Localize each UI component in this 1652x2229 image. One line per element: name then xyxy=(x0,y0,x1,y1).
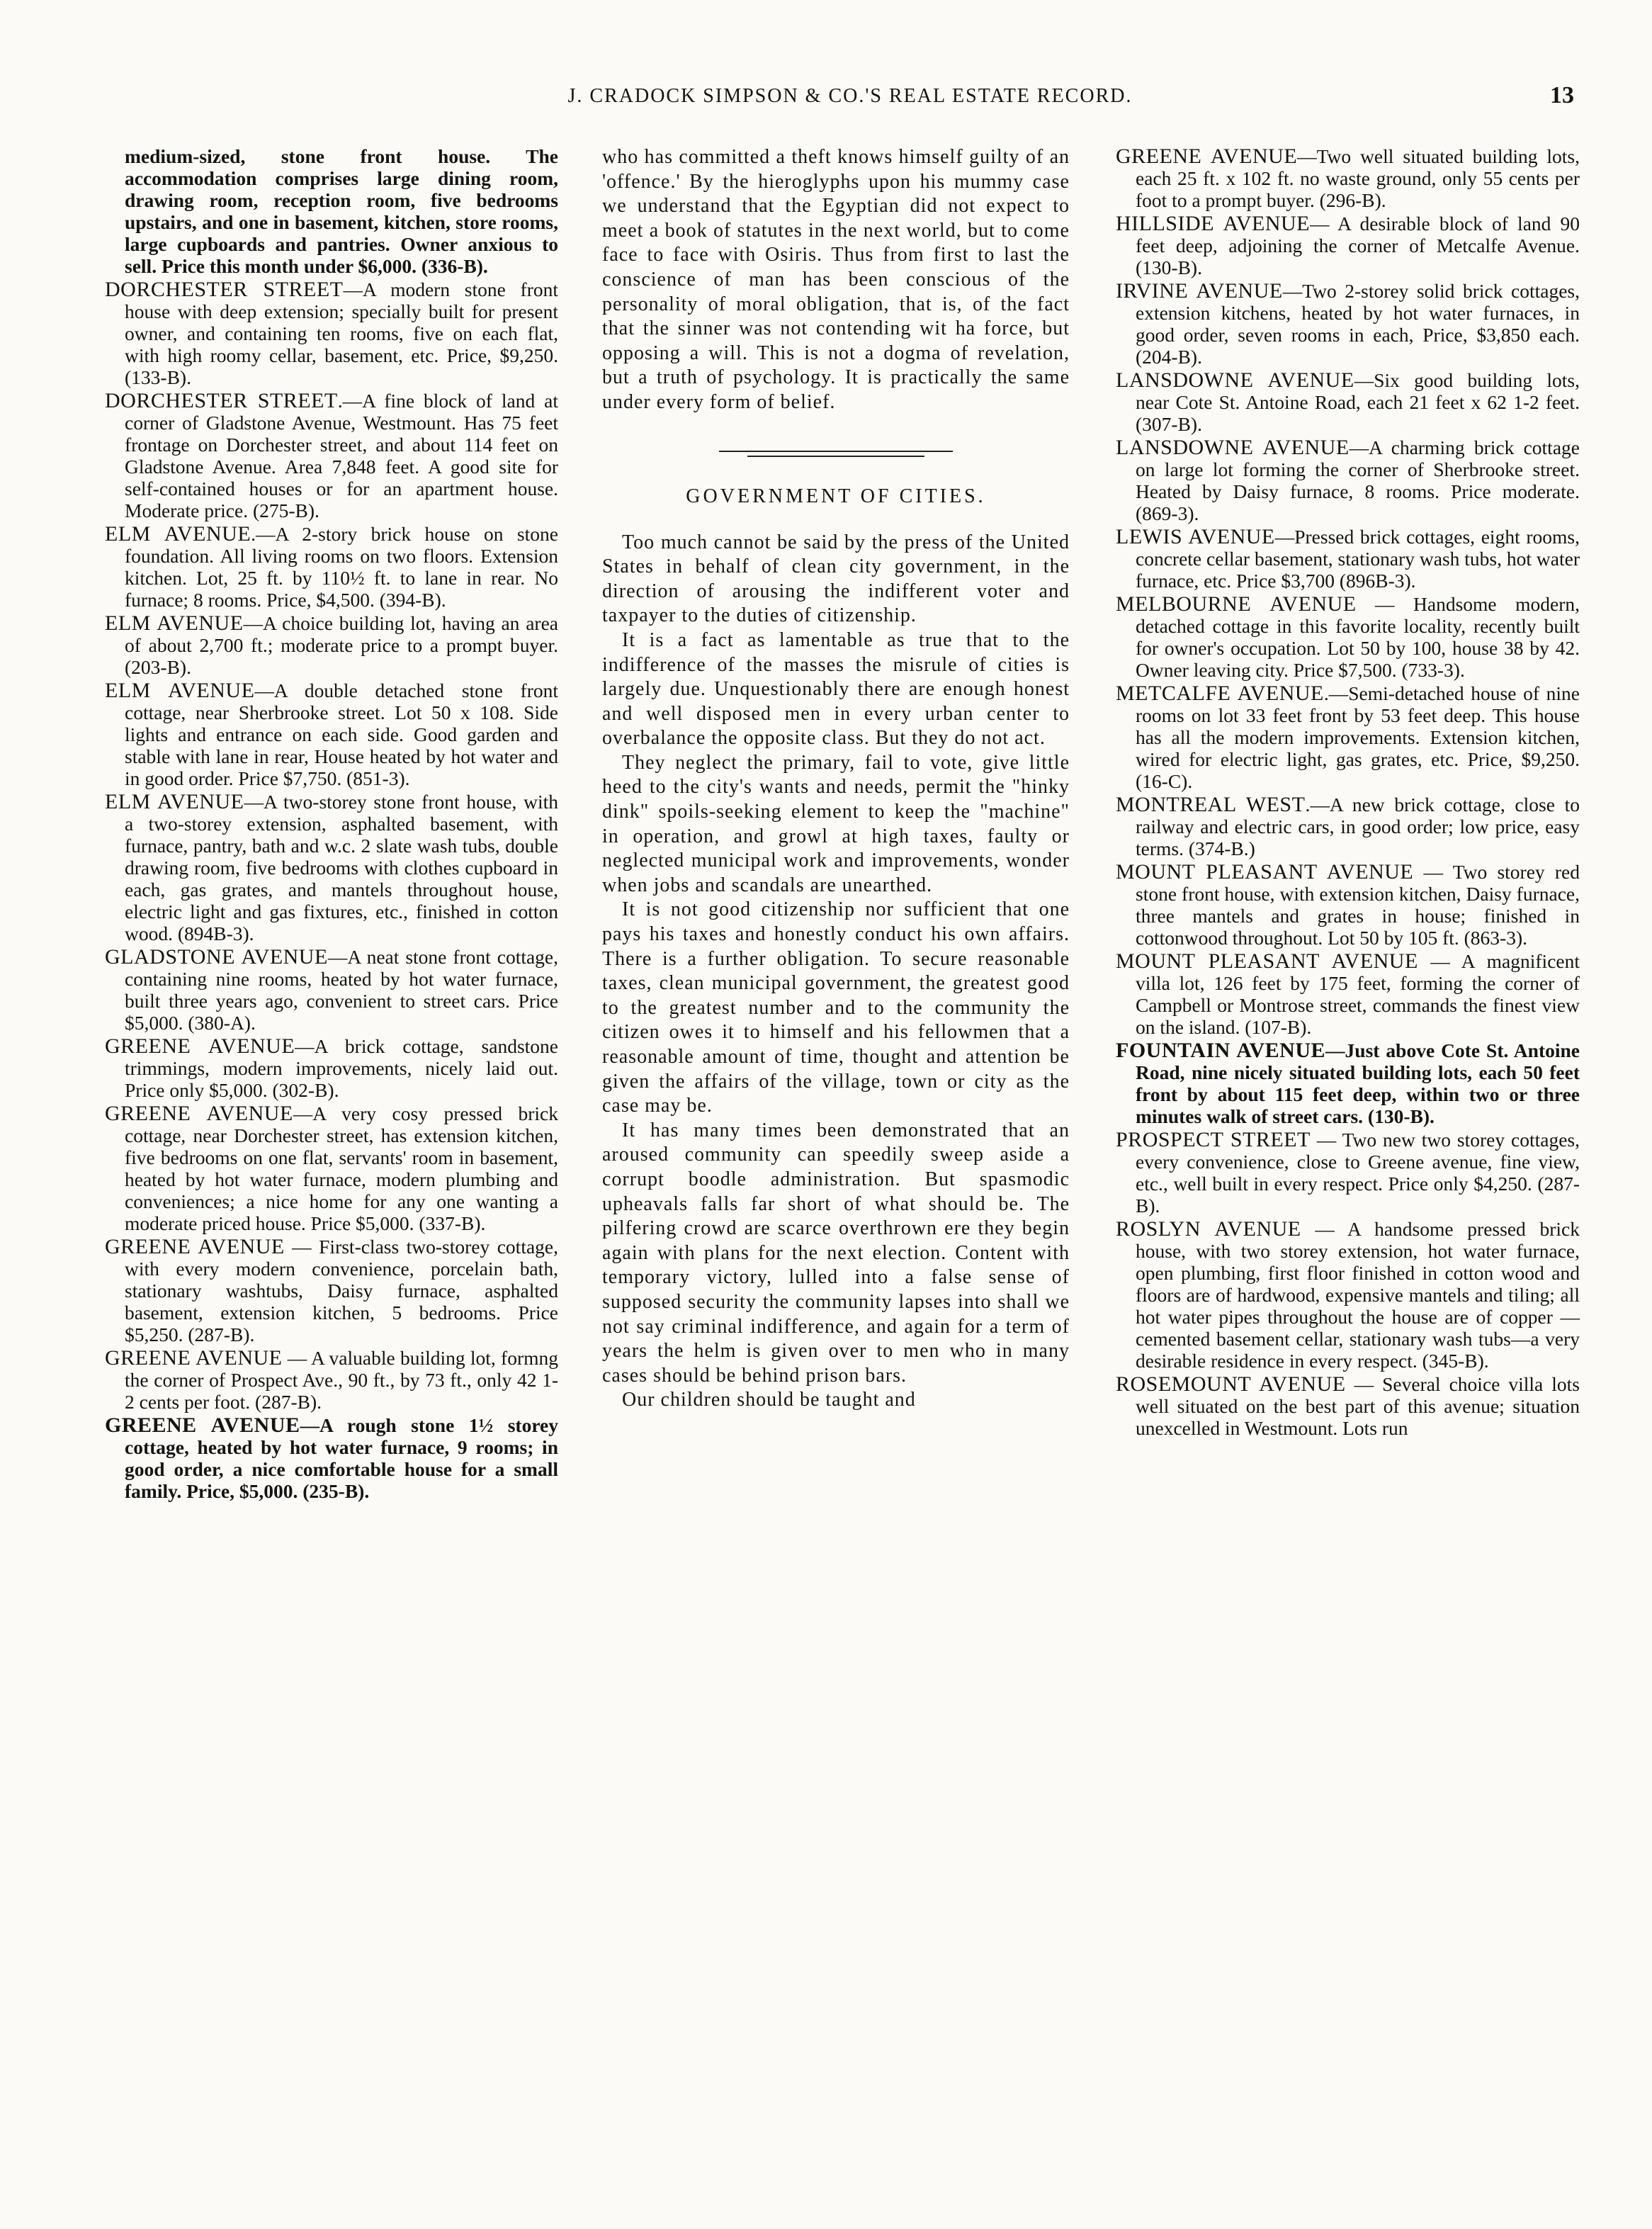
listing-entry: GREENE AVENUE—A brick cottage, sandstone trimmings, modern improvements, nicely laid out. Price only $5,000. (302-B). xyxy=(105,1034,558,1101)
essay-title: GOVERNMENT OF CITIES. xyxy=(686,485,986,507)
center-column-essay xyxy=(602,145,1070,1413)
essay-paragraph: Our children should be taught and xyxy=(622,1389,916,1411)
listing-entry: MOUNT PLEASANT AVENUE — A magnificent villa lot, 126 feet by 175 feet, forming the corner of Campbell or Montrose street, commands the finest view on the island. (107-B). xyxy=(1116,949,1580,1038)
listing-entry: METCALFE AVENUE.—Semi-detached house of nine rooms on lot 33 feet front by 53 feet deep. This house has all the modern improvements. Extension kitchen, wired for electric light, gas grates, etc. Price, $9,250. (16-C). xyxy=(1116,682,1580,792)
listing-entry: GREENE AVENUE—A very cosy pressed brick cottage, near Dorchester street, has extension kitchen, five bedrooms on one flat, servants' room in basement, heated by hot water furnace, modern plumbing and conveniences; a nice home for any one wanting a moderate priced house. Price $5,000. (337-B). xyxy=(105,1102,558,1234)
listing-entry: ELM AVENUE.—A 2-story brick house on stone foundation. All living rooms on two floors. Extension kitchen. Lot, 25 ft. by 110½ ft. to lane in rear. No furnace; 8 rooms. Price, $4,500. (394-B). xyxy=(105,522,558,611)
listing-entry: DORCHESTER STREET.—A fine block of land at corner of Gladstone Avenue, Westmount. Has 75 feet frontage on Dorchester street, and about 114 feet on Gladstone Avenue. Area 7,848 feet. A good site for self-contained houses or for an apartment house. Moderate price. (275-B). xyxy=(105,389,558,521)
essay-paragraph: It is not good citizenship nor sufficient that one pays his taxes and honestly conduct his own affairs. There is a further obligation. To secure reasonable taxes, clean municipal government, the greatest good to the greatest number and to the community the citizen owes it to himself and his fellowmen that a reasonable amount of time, thought and attention be given the affairs of the village, town or city as the case may be. xyxy=(602,898,1070,1117)
listing-entry: FOUNTAIN AVENUE—Just above Cote St. Antoine Road, nine nicely situated building lots, each 50 feet front by about 115 feet deep, within two or three minutes walk of street cars. (130-B). xyxy=(1116,1039,1580,1127)
listing-entry: MELBOURNE AVENUE — Handsome modern, detached cottage in this favorite locality, recently built for owner's occupation. Lot 50 by 100, house 38 by 42. Owner leaving city. Price $7,500. (733-3). xyxy=(1116,592,1580,681)
essay-paragraph: It is a fact as lamentable as true that to the indifference of the masses the misrule of cities is largely due. Unquestionably there are enough honest and well disposed men in every urban center to overbalance the opposite class. But they do not act. xyxy=(602,628,1070,750)
listing-entry: GREENE AVENUE — First-class two-storey cottage, with every modern convenience, porcelain bath, stationary washtubs, Daisy furnace, asphalted basement, extension kitchen, 5 bedrooms. Price $5,250. (287-B). xyxy=(105,1235,559,1345)
listing-entry: ROSEMOUNT AVENUE — Several choice villa lots well situated on the best part of this avenue; situation unexcelled in Westmount. Lots run xyxy=(1116,1372,1580,1439)
listing-entry: ROSLYN AVENUE — A handsome pressed brick house, with two storey extension, hot water furnace, open plumbing, first floor finished in cotton wood and floors are of hardwood, expensive mantels and tiling; all hot water pipes throughout the house are of copper — cemented basement cellar, stationary wash tubs—a very desirable residence in every respect. (345-B). xyxy=(1116,1217,1580,1372)
listing-entry: LANSDOWNE AVENUE—Six good building lots, near Cote St. Antoine Road, each 21 feet x 62 1-2 feet. (307-B). xyxy=(1116,368,1580,435)
listing-entry: MONTREAL WEST.—A new brick cottage, close to railway and electric cars, in good order; low price, easy terms. (374-B.) xyxy=(1116,793,1580,859)
right-column-listings xyxy=(1116,145,1580,1440)
section-divider xyxy=(719,451,953,457)
page-number: 13 xyxy=(1550,82,1574,108)
listing-entry: PROSPECT STREET — Two new two storey cottages, every convenience, close to Greene avenue, fine view, etc., well built in every respect. Price only $4,250. (287-B). xyxy=(1116,1128,1580,1217)
listing-entry: DORCHESTER STREET—A modern stone front house with deep extension; specially built for present owner, and containing ten rooms, five on each flat, with high roomy cellar, basement, etc. Price, $9,250. (133-B). xyxy=(105,278,558,388)
listing-entry: LANSDOWNE AVENUE—A charming brick cottage on large lot forming the corner of Sherbrooke street. Heated by Daisy furnace, 8 rooms. Price moderate. (869-3). xyxy=(1116,436,1580,524)
page-header xyxy=(0,82,1652,128)
listing-entry: medium-sized, stone front house. The accommodation comprises large dining room, drawing room, reception room, five bedrooms upstairs, and one in basement, kitchen, store rooms, large cupboards and pantries. Owner anxious to sell. Price this month under $6,000. (336-B). xyxy=(125,145,558,277)
essay-paragraph: Too much cannot be said by the press of the United States in behalf of clean city government, in the direction of arousing the indifferent voter and taxpayer to the duties of citizenship. xyxy=(602,531,1070,627)
listing-entry: ELM AVENUE—A two-storey stone front house, with a two-storey extension, asphalted basement, with furnace, pantry, bath and w.c. 2 slate wash tubs, double drawing room, five bedrooms with clothes cupboard in each, gas grates, and mantels throughout house, electric light and gas fixtures, etc., finished in cotton wood. (894B-3). xyxy=(105,790,558,944)
essay-paragraph: It has many times been demonstrated that an aroused community can speedily sweep aside a corrupt boodle administration. But spasmodic upheavals falls far short of what should be. The pilfering crowd are scarce overthrown ere they begin again with plans for the next election. Content with temporary victory, lulled into a false sense of supposed security the community lapses into shall we not say criminal indifference, and again for a term of years the helm is given over to men who in many cases should be behind prison bars. xyxy=(602,1119,1070,1387)
listing-entry: MOUNT PLEASANT AVENUE — Two storey red stone front house, with extension kitchen, Daisy furnace, three mantels and grates in house; finished in cottonwood throughout. Lot 50 by 105 ft. (863-3). xyxy=(1116,860,1580,949)
listing-entry: GREENE AVENUE—A rough stone 1½ storey cottage, heated by hot water furnace, 9 rooms; in good order, a nice comfortable house for a small family. Price, $5,000. (235-B). xyxy=(105,1413,558,1502)
essay-paragraph: They neglect the primary, fail to vote, give little heed to the city's wants and needs, permit the "hinky dink" spoils-seeking element to keep the "machine" in operation, and growl at high taxes, faulty or neglected municipal work and improvements, wonder when jobs and scandals are unearthed. xyxy=(602,751,1070,896)
listing-entry: ELM AVENUE—A double detached stone front cottage, near Sherbrooke street. Lot 50 x 108. Side lights and entrance on each side. Good garden and stable with lane in rear, House heated by hot water and in good order. Price $7,750. (851-3). xyxy=(105,679,559,789)
listing-entry: GLADSTONE AVENUE—A neat stone front cottage, containing nine rooms, heated by hot water furnace, built three years ago, convenient to street cars. Price $5,000. (380-A). xyxy=(105,945,559,1034)
left-column-listings xyxy=(105,145,558,1503)
listing-entry: GREENE AVENUE—Two well situated building lots, each 25 ft. x 102 ft. no waste ground, only 55 cents per foot to a prompt buyer. (296-B). xyxy=(1116,145,1580,211)
running-head: J. CRADOCK SIMPSON & CO.'S REAL ESTATE RECORD. xyxy=(567,85,1133,107)
essay-intro: who has committed a theft knows himself guilty of an 'offence.' By the hieroglyphs upon his mummy case we understand that the Egyptian did not expect to meet a book of statutes in the next world, but to come face to face with Osiris. Thus from first to last the conscience of man has been conscious of the personality of moral obligation, that is, of the fact that the sinner was not contending wit ha force, but opposing a will. This is not a dogma of revelation, but a truth of psychology. It is practically the same under every form of belief. xyxy=(602,146,1070,413)
listing-entry: GREENE AVENUE — A valuable building lot, formng the corner of Prospect Ave., 90 ft., by 73 ft., only 42 1-2 cents per foot. (287-B). xyxy=(105,1346,558,1413)
listing-entry: IRVINE AVENUE—Two 2-storey solid brick cottages, extension kitchens, heated by hot water furnaces, in good order, seven rooms in each, Price, $3,850 each. (204-B). xyxy=(1116,279,1580,368)
listing-entry: ELM AVENUE—A choice building lot, having an area of about 2,700 ft.; moderate price to a prompt buyer. (203-B). xyxy=(105,611,558,678)
listing-entry: LEWIS AVENUE—Pressed brick cottages, eight rooms, concrete cellar basement, stationary wash tubs, hot water furnace, etc. Price $3,700 (896B-3). xyxy=(1116,525,1580,592)
listing-entry: HILLSIDE AVENUE— A desirable block of land 90 feet deep, adjoining the corner of Metcalfe Avenue. (130-B). xyxy=(1116,212,1580,278)
